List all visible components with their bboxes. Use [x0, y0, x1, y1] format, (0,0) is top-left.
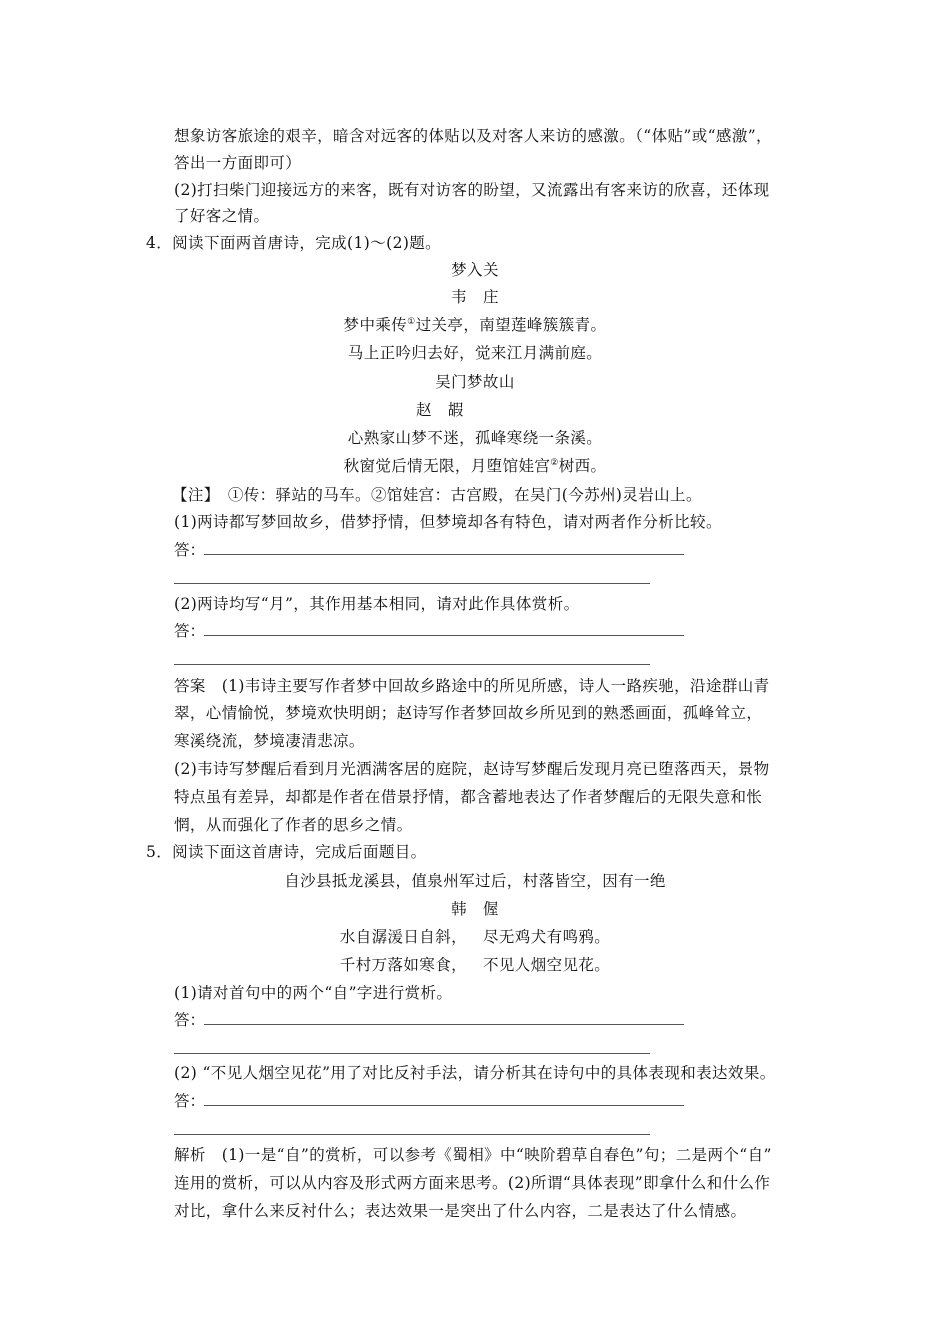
poem3-title: 自沙县抵龙溪县，值泉州军过后，村落皆空，因有一绝	[284, 872, 666, 890]
q4-answer-text-1: 答案 (1)韦诗主要写作者梦中回故乡路途中的所见所感，诗人一路疾驰，沿途群山青	[174, 677, 770, 695]
q4-answer-line-1: 答：	[174, 540, 205, 560]
q5-analysis-line-2: 连用的赏析，可以从内容及形式两方面来思考。(2)所谓“具体表现”即拿什么和什么作	[174, 1174, 771, 1192]
poem2-line-2: 秋窗觉后情无限，月堕馆娃宫②树西。	[343, 457, 607, 475]
q4-answer-line-2: 答：	[174, 621, 205, 641]
poem1-author: 韦 庄	[451, 288, 499, 306]
poem2-author: 赵 嘏	[416, 401, 464, 419]
q4-answer-text-4: (2)韦诗写梦醒后看到月光洒满客居的庭院，赵诗写梦醒后发现月亮已堕落西天，景物	[174, 760, 770, 778]
poem3-line-2: 千村万落如寒食， 不见人烟空见花。	[339, 956, 611, 974]
q5-analysis-line-3: 对比，拿什么来反衬什么；表达效果一是突出了什么内容，二是表达了什么情感。	[174, 1202, 747, 1220]
q4-answer-text-6: 惘，从而强化了作者的思乡之情。	[174, 816, 413, 834]
note-mark-2: ②	[550, 457, 559, 468]
q3-answer-line-4: 了好客之情。	[174, 207, 270, 225]
poem1-title: 梦入关	[451, 261, 499, 279]
poem1-line-2: 马上正吟归去好，觉来江月满前庭。	[347, 344, 603, 362]
q5-answer-line-2: 答：	[174, 1091, 205, 1111]
poem2-title: 吴门梦故山	[435, 373, 515, 391]
q5-stem: 5．阅读下面这首唐诗，完成后面题目。	[146, 843, 427, 861]
q5-answer-blank-2	[174, 1134, 650, 1135]
note-mark-1: ①	[407, 316, 416, 327]
poem3-line-1: 水自潺湲日自斜， 尽无鸡犬有鸣鸦。	[339, 928, 611, 946]
q4-note: 【注】 ①传：驿站的马车。②馆娃宫：古宫殿，在吴门(今苏州)灵岩山上。	[172, 486, 702, 504]
q4-answer-text-5: 特点虽有差异，却都是作者在借景抒情，都含蓄地表达了作者梦醒后的无限失意和怅	[174, 788, 763, 806]
q4-answer-text-2: 翠，心情愉悦，梦境欢快明朗；赵诗写作者梦回故乡所见到的熟悉画面，孤峰耸立，	[174, 704, 763, 722]
q4-answer-blank-1	[174, 583, 650, 584]
q3-answer-line-3: (2)打扫柴门迎接远方的来客，既有对访客的盼望，又流露出有客来访的欣喜，还体现	[174, 181, 770, 199]
poem3-author: 韩 偓	[451, 900, 499, 918]
q4-sub-question-2: (2)两诗均写“月”，其作用基本相同，请对此作具体赏析。	[174, 595, 580, 613]
q3-answer-line-1: 想象访客旅途的艰辛，暗含对远客的体贴以及对客人来访的感激。（“体贴”或“感激”，	[174, 127, 772, 145]
poem1-line-1: 梦中乘传①过关亭，南望莲峰簇簇青。	[343, 316, 607, 334]
q5-sub-question-2: (2) “不见人烟空见花”用了对比反衬手法，请分析其在诗句中的具体表现和表达效果。	[174, 1064, 776, 1082]
poem2-line-1: 心熟家山梦不迷，孤峰寒绕一条溪。	[347, 429, 603, 447]
q5-answer-line-1: 答：	[174, 1010, 205, 1030]
q4-answer-blank-2	[174, 664, 650, 665]
q4-answer-text-3: 寒溪绕流，梦境凄清悲凉。	[174, 732, 365, 750]
q5-answer-blank-1	[174, 1053, 650, 1054]
q5-analysis-line-1: 解析 (1)一是“自”的赏析，可以参考《蜀相》中“映阶碧草自春色”句；二是两个“自”	[174, 1146, 772, 1164]
q5-sub-question-1: (1)请对首句中的两个“自”字进行赏析。	[174, 984, 453, 1002]
q3-answer-line-2: 答出一方面即可）	[174, 154, 302, 172]
q4-sub-question-1: (1)两诗都写梦回故乡，借梦抒情，但梦境却各有特色，请对两者作分析比较。	[174, 513, 722, 531]
q4-stem: 4．阅读下面两首唐诗，完成(1)～(2)题。	[146, 234, 442, 252]
